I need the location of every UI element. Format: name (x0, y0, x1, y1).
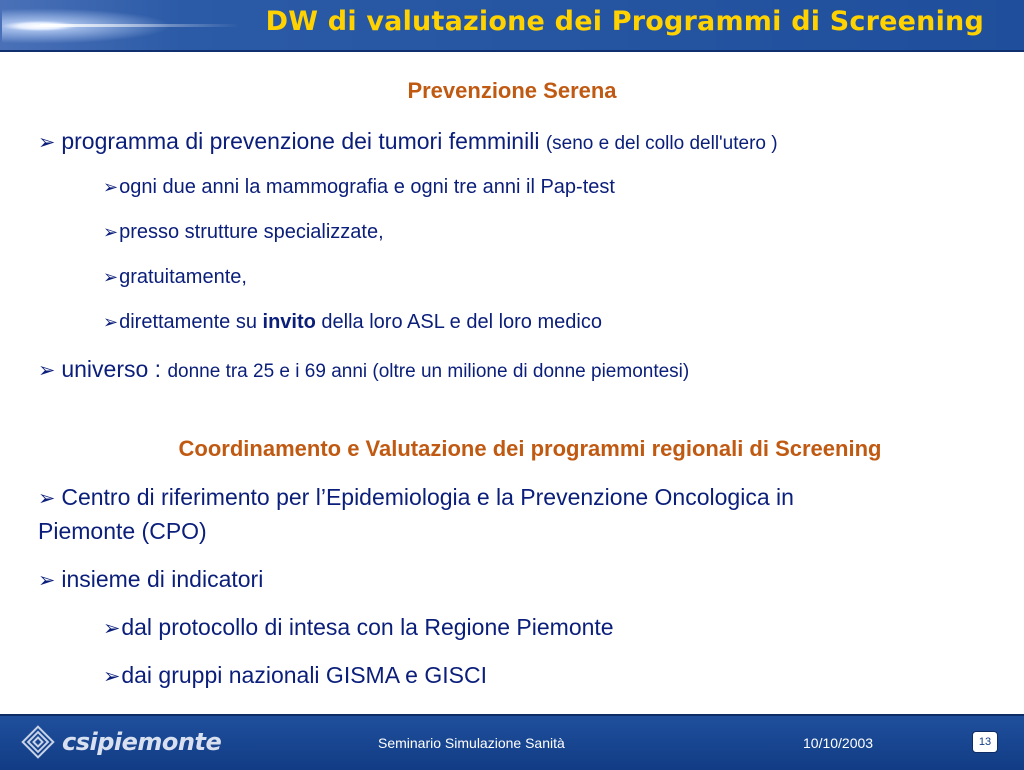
slide-content (0, 60, 1024, 710)
sub-bullet-strutture: ➢presso strutture specializzate, (103, 221, 384, 243)
bullet-arrow-icon: ➢ (103, 617, 121, 640)
bullet-arrow-icon: ➢ (38, 359, 56, 382)
sub-bullet-invito: ➢direttamente su invito della loro ASL e del loro medico (103, 311, 602, 333)
bullet-universo: ➢ universo : donne tra 25 e i 69 anni (oltre un milione di donne piemontesi) (38, 356, 690, 382)
sub-bullet-gratuitamente: ➢gratuitamente, (103, 266, 247, 288)
footer-bar (0, 714, 1024, 770)
sub-bullet-gruppi: ➢dai gruppi nazionali GISMA e GISCI (103, 662, 487, 688)
bullet-indicatori: ➢ insieme di indicatori (38, 566, 264, 592)
page-title: DW di valutazione dei Programmi di Screening (265, 6, 984, 37)
footer-date: 10/10/2003 (803, 735, 874, 751)
bullet-centro-cpo-continued: Piemonte (CPO) (38, 518, 207, 544)
bullet-programma: ➢ programma di prevenzione dei tumori femminili (seno e del collo dell'utero ) (38, 128, 778, 154)
logo-text: csipiemonte (62, 728, 222, 756)
page-number: 13 (972, 731, 998, 753)
bullet-arrow-icon: ➢ (38, 487, 56, 510)
section-title-prevenzione: Prevenzione Serena (407, 78, 617, 103)
bullet-arrow-icon: ➢ (38, 569, 56, 592)
header-light-streak (40, 24, 240, 27)
bullet-arrow-icon: ➢ (103, 312, 119, 332)
bullet-arrow-icon: ➢ (103, 222, 119, 242)
seminar-name: Seminario Simulazione Sanità (378, 735, 565, 751)
csipiemonte-logo-icon (20, 724, 56, 760)
bullet-arrow-icon: ➢ (103, 665, 121, 688)
header-bar (0, 0, 1024, 52)
sub-bullet-protocollo: ➢dal protocollo di intesa con la Regione Piemonte (103, 614, 614, 640)
sub-bullet-mammografia: ➢ogni due anni la mammografia e ogni tre anni il Pap-test (103, 176, 615, 198)
bullet-arrow-icon: ➢ (103, 177, 119, 197)
bullet-arrow-icon: ➢ (103, 267, 119, 287)
section-title-coordinamento: Coordinamento e Valutazione dei programmi regionali di Screening (178, 436, 882, 461)
bullet-arrow-icon: ➢ (38, 131, 56, 154)
bullet-centro-cpo: ➢ Centro di riferimento per l’Epidemiologia e la Prevenzione Oncologica in (38, 484, 794, 510)
